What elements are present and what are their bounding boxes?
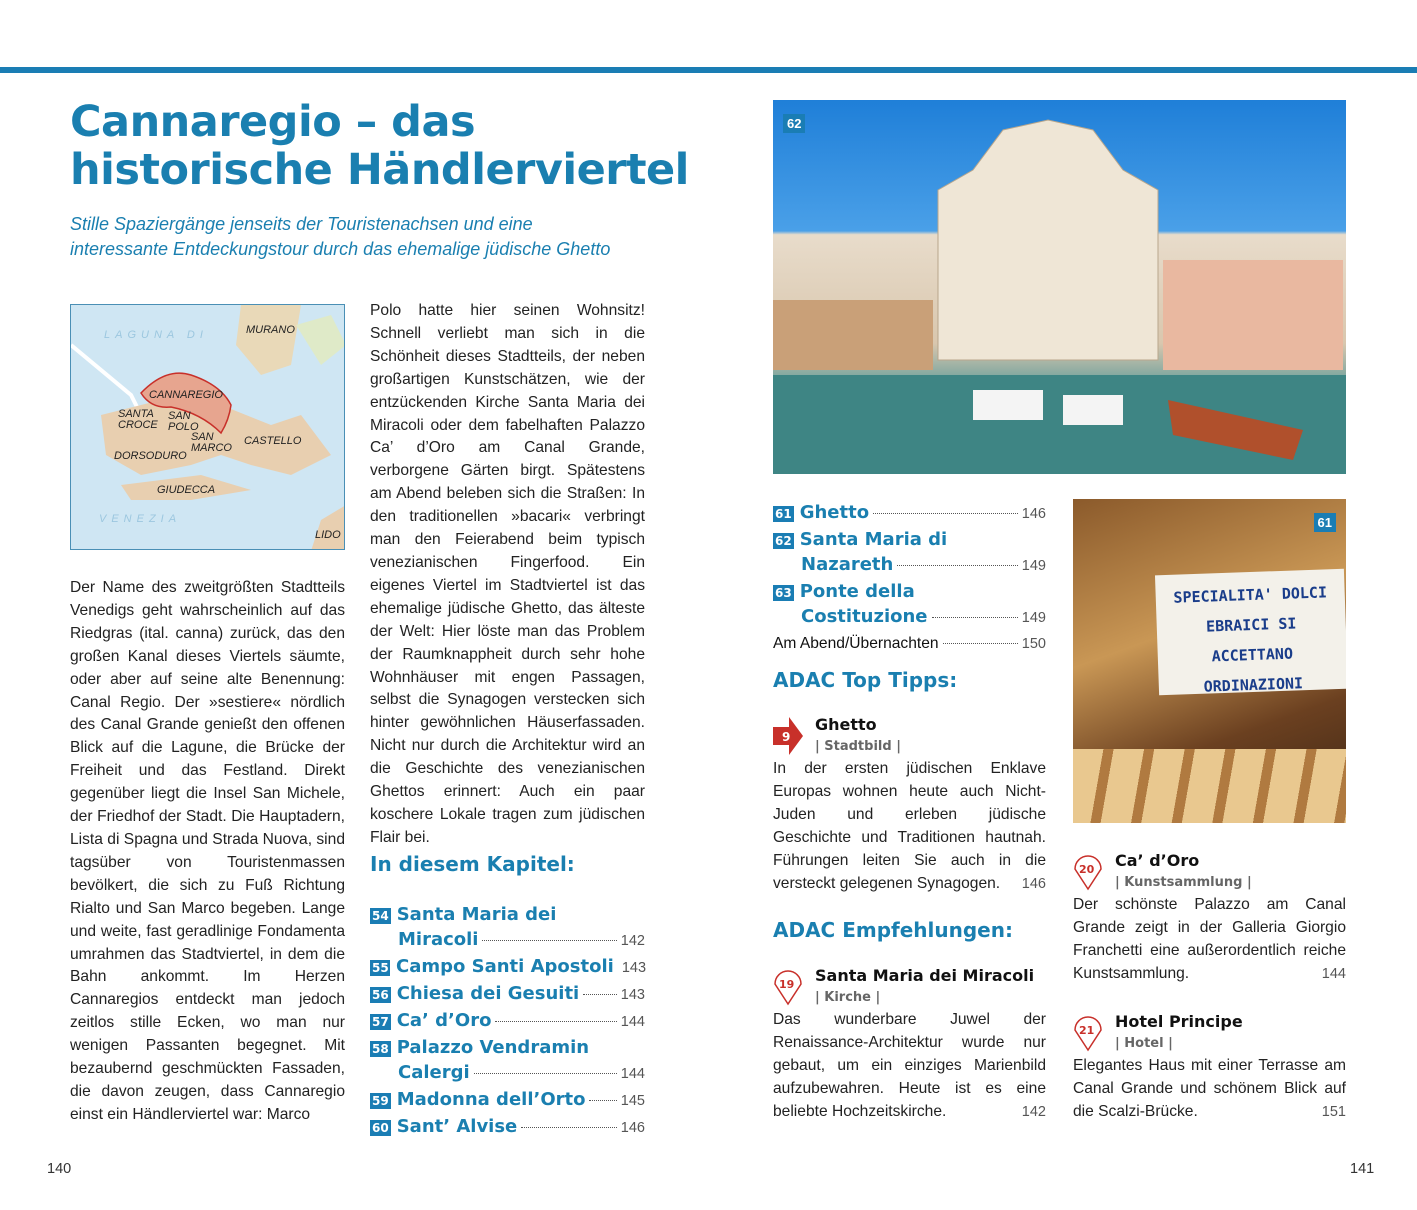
toc-item[interactable]: Ghetto bbox=[799, 502, 870, 523]
subtitle: Stille Spaziergänge jenseits der Touristenachsen und eine interessante Entdeckungstour durch das ehemalige jüdische Ghetto bbox=[70, 214, 611, 259]
toc-item[interactable]: Santa Maria di bbox=[799, 529, 948, 550]
empfehlung-entry: 19 Santa Maria dei Miracoli | Kirche | Das wunderbare Juwel der Renaissance-Architektur wurde nur gebaut, um ein einziges Marienbild aufzubewahren. Heute ist es eine beliebte Hochzeitskirche. 142 bbox=[773, 966, 1046, 1120]
map-label: MURANO bbox=[246, 324, 295, 336]
map-pin-icon bbox=[773, 968, 803, 1006]
map-label: CASTELLO bbox=[244, 435, 302, 447]
chapter-toc-right: 61 Ghetto 146 62 Santa Maria di Nazareth 149 63 Ponte della Costituzione 149 Am Abend/Übernachten 150 bbox=[773, 500, 1046, 657]
page-number-right: 141 bbox=[1350, 1161, 1375, 1177]
body-text-col1: Der Name des zweitgrößten Stadtteils Venedigs geht wahrscheinlich auf das Riedgras (ital. canna) zurück, das den großen Kanal dieses Viertels säumte, oder aber auf seine alte Benennung: Canal Regio. Der »sestiere« nördlich des Canal Grande genießt den offenen Blick auf die Lagune, die Brücke der Freiheit und das Festland. Direkt gegenüber liegt die Insel San Michele, der Friedhof der Stadt. Die Hauptadern, Lista di Spagna und Strada Nuova, sind tagsüber von Touristenmassen bevölkert, die sich zu Fuß Richtung Rialto und San Marco begeben. Lange und weite, fast geradlinige Fondamenta umrahmen das Stadtviertel, in dem die Bahn ankommt. Im Herzen Cannaregios entdeckt man jedoch zeitlos stille Ecken, wo man nur wenigen Passanten begegnet. Mit bezaubernd geschmückten Fassaden, die davon zeugen, dass Cannaregio einst ein Händlerviertel war: Marco bbox=[70, 579, 345, 1123]
toc-item[interactable]: Ca’ d’Oro bbox=[396, 1010, 492, 1031]
svg-text:19: 19 bbox=[779, 978, 795, 991]
map-label: SAN POLO bbox=[168, 410, 199, 433]
top-rule bbox=[0, 67, 1417, 73]
map-label: CANNAREGIO bbox=[149, 389, 223, 401]
empfehlungen-heading: ADAC Empfehlungen: bbox=[773, 918, 1013, 942]
empfehlung-entry: 20 Ca’ d’Oro | Kunstsammlung | Der schönste Palazzo am Canal Grande zeigt in der Galleria Giorgio Franchetti eine außerordentlich reiche Kunstsammlung. 144 bbox=[1073, 851, 1346, 982]
map-label: SAN MARCO bbox=[191, 431, 232, 454]
chapter-toc-left: 54 Santa Maria dei Miracoli 142 55 Campo Santi Apostoli 143 56 Chiesa dei Gesuiti 143 57 Ca’ d’Oro 144 58 Palazzo Vendramin Calergi 144 59 Madonna dell’Orto 145 60 Sant’ Alvise 146 bbox=[372, 904, 647, 1137]
photo-number-badge: 62 bbox=[783, 114, 805, 133]
map-label: LIDO bbox=[315, 529, 341, 541]
svg-text:20: 20 bbox=[1079, 863, 1095, 876]
photo-santa-maria-di-nazareth bbox=[773, 100, 1346, 474]
svg-text:9: 9 bbox=[782, 730, 791, 744]
chapter-heading: In diesem Kapitel: bbox=[370, 852, 575, 876]
body-text-col2: Polo hatte hier seinen Wohnsitz! Schnell verliebt man sich in die Schönheit dieses Stadtteils, der neben großartigen Kunstschätzen, wie der entzückenden Kirche Santa Maria dei Miracoli oder dem fabelhaften Palazzo Ca’ d’Oro am Canal Grande, verborgene Gärten birgt. Spätestens am Abend beleben sich die Straßen: In den traditionellen »bacari« verbringt man den Feierabend beim typisch venezianischen Fingerfood. Ein eigenes Viertel im Stadtviertel ist das ehemalige jüdische Ghetto, das älteste der Welt: Hier löste man das Problem der Raumknappheit durch sehr hohe Wohnhäuser mit engen Passagen, selbst die Synagogen verstecken sich hinter gewöhnlichen Häuserfassaden. Nicht nur durch die Architektur wird an die Geschichte des venezianischen Ghettos erinnert: Auch ein paar koschere Lokale tragen zum jüdischen Flair bei. bbox=[370, 302, 645, 846]
district-map bbox=[70, 304, 345, 550]
page-title: Cannaregio – das historische Händlerviertel bbox=[70, 97, 689, 195]
toc-item[interactable]: Madonna dell’Orto bbox=[396, 1089, 586, 1110]
empfehlung-entry: 21 Hotel Principe | Hotel | Elegantes Haus mit einer Terrasse am Canal Grande und schönem Blick auf die Scalzi-Brücke. 151 bbox=[1073, 1012, 1346, 1120]
toc-item[interactable]: Sant’ Alvise bbox=[396, 1116, 518, 1137]
top-tipp-entry: 9 Ghetto | Stadtbild | In der ersten jüdischen Enklave Europas wohnen heute auch Nicht-Juden und erleben jüdische Geschichte und Traditionen hautnah. Führungen leiten Sie auch in die versteckt gelegenen Synagogen. 146 bbox=[773, 715, 1046, 892]
top-tipp-arrow-icon bbox=[773, 717, 803, 755]
map-label: SANTA CROCE bbox=[118, 408, 158, 431]
shop-sign: SPECIALITA' DOLCI EBRAICI SI ACCETTANO ORDINAZIONI bbox=[1155, 569, 1346, 696]
top-tipps-heading: ADAC Top Tipps: bbox=[773, 668, 958, 692]
map-label: VENEZIA bbox=[99, 513, 182, 525]
map-label: LAGUNA DI bbox=[104, 329, 208, 341]
page-number-left: 140 bbox=[47, 1161, 72, 1177]
toc-item-evening[interactable]: Am Abend/Übernachten bbox=[773, 635, 939, 652]
map-pin-icon bbox=[1073, 853, 1103, 891]
toc-item[interactable]: Palazzo Vendramin bbox=[396, 1037, 590, 1058]
toc-item[interactable]: Santa Maria dei bbox=[396, 904, 557, 925]
photo-number-badge: 61 bbox=[1314, 513, 1336, 532]
photo-ghetto-bakery bbox=[1073, 499, 1346, 823]
toc-item[interactable]: Chiesa dei Gesuiti bbox=[396, 983, 580, 1004]
map-label: DORSODURO bbox=[114, 450, 187, 462]
svg-text:21: 21 bbox=[1079, 1024, 1095, 1037]
toc-item[interactable]: Ponte della bbox=[799, 581, 915, 602]
map-pin-icon bbox=[1073, 1014, 1103, 1052]
toc-item[interactable]: Campo Santi Apostoli bbox=[396, 956, 614, 977]
map-label: GIUDECCA bbox=[157, 484, 216, 496]
